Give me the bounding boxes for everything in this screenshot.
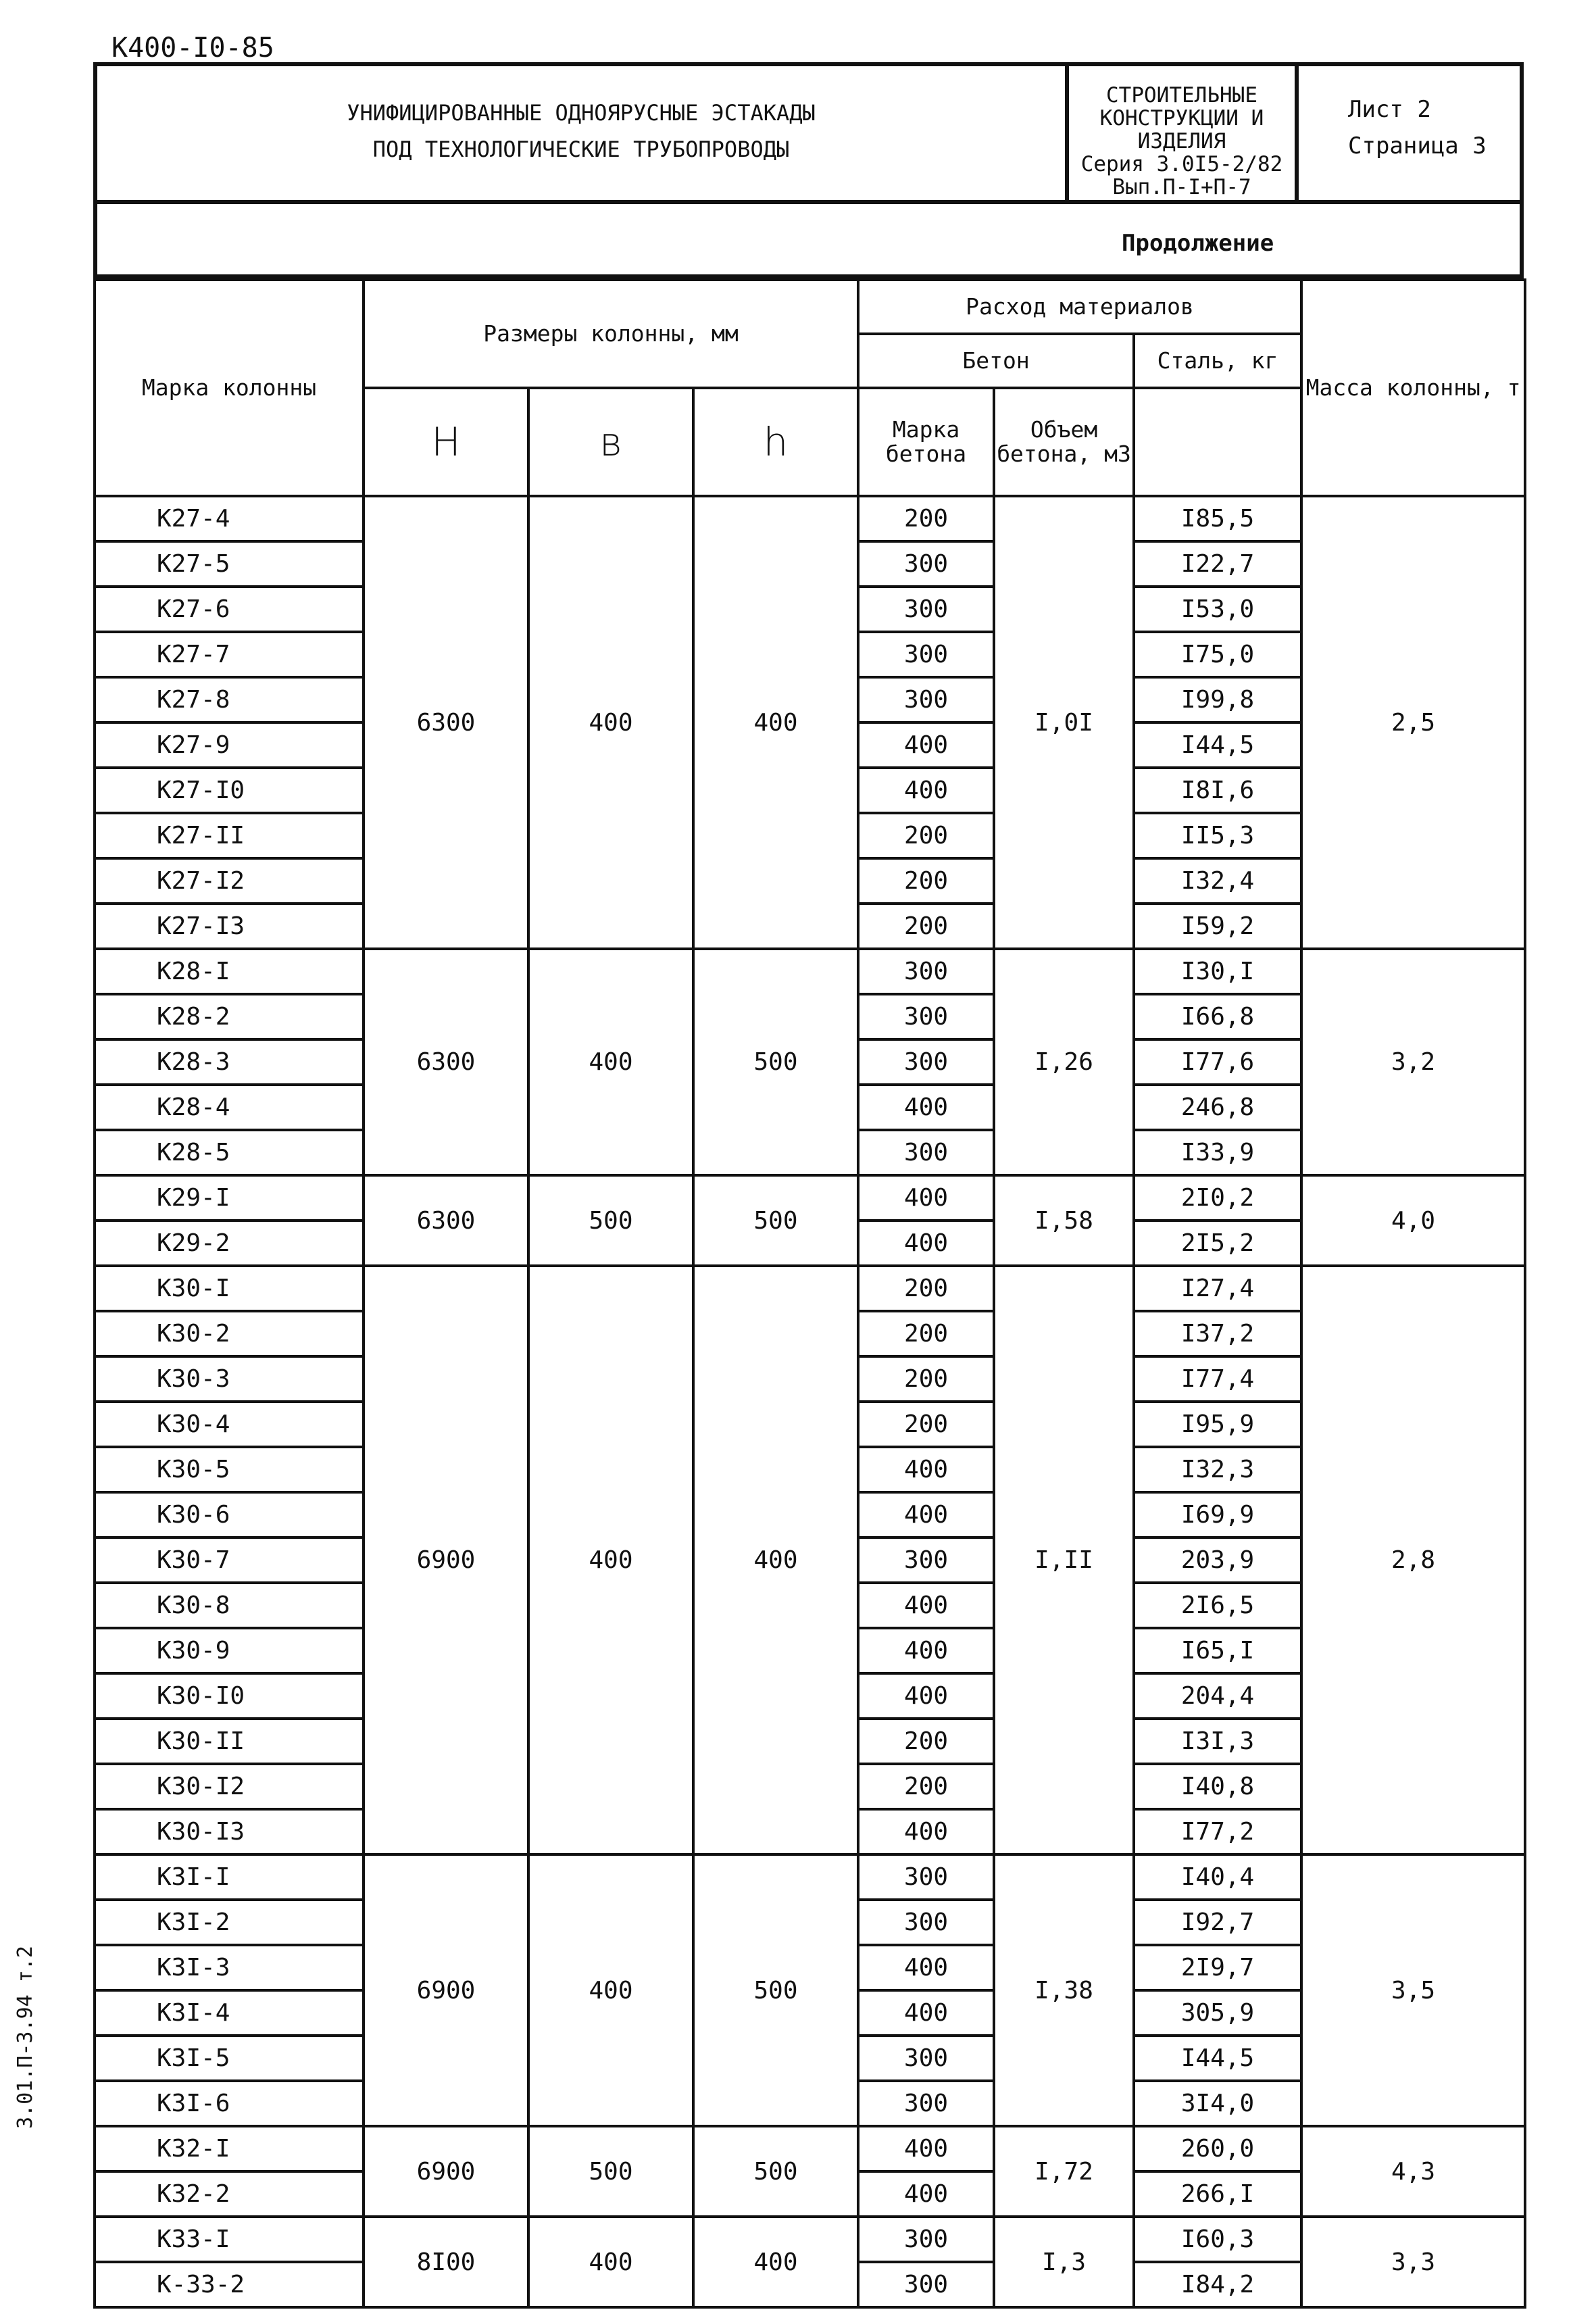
- concrete-volume: I,II: [994, 1266, 1134, 1854]
- concrete-grade: 400: [858, 1447, 994, 1492]
- concrete-grade: 300: [858, 949, 994, 994]
- concrete-grade: 200: [858, 1764, 994, 1809]
- steel-mass: I77,2: [1134, 1809, 1301, 1854]
- column-mark: К27-II: [95, 813, 364, 858]
- column-mass: 4,0: [1301, 1175, 1525, 1266]
- column-mark: К27-4: [95, 496, 364, 541]
- column-mark: К28-4: [95, 1085, 364, 1130]
- height-H: 6300: [364, 496, 528, 949]
- steel-mass: I8I,6: [1134, 768, 1301, 813]
- concrete-grade: 300: [858, 1900, 994, 1945]
- column-mark: К30-I: [95, 1266, 364, 1311]
- column-mark: К30-5: [95, 1447, 364, 1492]
- column-mark: К30-8: [95, 1583, 364, 1628]
- steel-mass: 3I4,0: [1134, 2081, 1301, 2126]
- steel-mass: I33,9: [1134, 1130, 1301, 1175]
- height-H: 8I00: [364, 2217, 528, 2307]
- sheet-info: Лист 2 Страница 3: [1348, 96, 1487, 159]
- header-b: в: [528, 388, 693, 496]
- steel-mass: I60,3: [1134, 2217, 1301, 2262]
- header-dimensions: Размеры колонны, мм: [364, 280, 858, 388]
- steel-mass: I40,4: [1134, 1854, 1301, 1900]
- concrete-grade: 300: [858, 587, 994, 632]
- concrete-grade: 300: [858, 1130, 994, 1175]
- concrete-grade: 400: [858, 1945, 994, 1990]
- steel-mass: I27,4: [1134, 1266, 1301, 1311]
- column-mark: К32-I: [95, 2126, 364, 2171]
- steel-mass: I59,2: [1134, 904, 1301, 949]
- column-mark: К27-5: [95, 541, 364, 587]
- column-mark: К27-I0: [95, 768, 364, 813]
- concrete-grade: 400: [858, 1673, 994, 1719]
- concrete-grade: 200: [858, 1266, 994, 1311]
- steel-mass: I22,7: [1134, 541, 1301, 587]
- column-mark: К3I-2: [95, 1900, 364, 1945]
- steel-mass: 2I0,2: [1134, 1175, 1301, 1221]
- concrete-grade: 300: [858, 541, 994, 587]
- concrete-grade: 200: [858, 1356, 994, 1402]
- concrete-grade: 300: [858, 1537, 994, 1583]
- concrete-grade: 400: [858, 1583, 994, 1628]
- steel-mass: I65,I: [1134, 1628, 1301, 1673]
- concrete-grade: 300: [858, 2081, 994, 2126]
- depth-h: 500: [693, 1175, 858, 1266]
- depth-h: 500: [693, 1854, 858, 2126]
- steel-mass: I84,2: [1134, 2262, 1301, 2307]
- column-mark: К30-II: [95, 1719, 364, 1764]
- continuation-label: Продолжение: [1122, 230, 1274, 257]
- width-b: 400: [528, 1854, 693, 2126]
- side-code: 3.01.П-3.94 т.2: [14, 1946, 37, 2129]
- column-mark: К3I-4: [95, 1990, 364, 2036]
- height-H: 6900: [364, 1854, 528, 2126]
- column-mark: К-33-2: [95, 2262, 364, 2307]
- table-body: [95, 496, 1525, 2307]
- column-mark: К30-2: [95, 1311, 364, 1356]
- column-mass: 2,8: [1301, 1266, 1525, 1854]
- concrete-grade: 200: [858, 904, 994, 949]
- concrete-grade: 400: [858, 1809, 994, 1854]
- concrete-grade: 200: [858, 1719, 994, 1764]
- concrete-volume: I,38: [994, 1854, 1134, 2126]
- header-concrete: Бетон: [858, 334, 1134, 388]
- concrete-volume: I,58: [994, 1175, 1134, 1266]
- steel-mass: 305,9: [1134, 1990, 1301, 2036]
- steel-mass: I30,I: [1134, 949, 1301, 994]
- concrete-grade: 300: [858, 677, 994, 722]
- depth-h: 400: [693, 2217, 858, 2307]
- concrete-grade: 300: [858, 2262, 994, 2307]
- column-mark: К28-5: [95, 1130, 364, 1175]
- concrete-grade: 300: [858, 1039, 994, 1085]
- concrete-grade: 200: [858, 1402, 994, 1447]
- concrete-grade: 400: [858, 1221, 994, 1266]
- steel-mass: I69,9: [1134, 1492, 1301, 1537]
- steel-mass: I32,3: [1134, 1447, 1301, 1492]
- table-row: [95, 496, 1525, 541]
- steel-mass: I85,5: [1134, 496, 1301, 541]
- width-b: 400: [528, 949, 693, 1175]
- column-mark: К30-9: [95, 1628, 364, 1673]
- column-mark: К3I-3: [95, 1945, 364, 1990]
- width-b: 400: [528, 1266, 693, 1854]
- height-H: 6300: [364, 1175, 528, 1266]
- concrete-grade: 400: [858, 1492, 994, 1537]
- column-mark: К3I-6: [95, 2081, 364, 2126]
- series-block: СТРОИТЕЛЬНЫЕ КОНСТРУКЦИИ И ИЗДЕЛИЯ Серия 3.0I5-2/82 Вып.П-I+П-7: [1080, 83, 1283, 199]
- concrete-grade: 200: [858, 496, 994, 541]
- steel-mass: 2I5,2: [1134, 1221, 1301, 1266]
- column-mark: К3I-5: [95, 2036, 364, 2081]
- width-b: 400: [528, 496, 693, 949]
- column-table: [93, 278, 1526, 2309]
- header-steel: Сталь, кг: [1134, 334, 1301, 388]
- table-row: [95, 949, 1525, 994]
- steel-mass: I37,2: [1134, 1311, 1301, 1356]
- steel-mass: 260,0: [1134, 2126, 1301, 2171]
- column-mark: К30-6: [95, 1492, 364, 1537]
- steel-mass: I53,0: [1134, 587, 1301, 632]
- header-steel-empty: [1134, 388, 1301, 496]
- steel-mass: I40,8: [1134, 1764, 1301, 1809]
- column-mark: К27-8: [95, 677, 364, 722]
- header-h-lower: h: [693, 388, 858, 496]
- column-mass: 4,3: [1301, 2126, 1525, 2217]
- width-b: 500: [528, 2126, 693, 2217]
- concrete-grade: 400: [858, 1628, 994, 1673]
- concrete-volume: I,26: [994, 949, 1134, 1175]
- column-mark: К28-I: [95, 949, 364, 994]
- depth-h: 500: [693, 949, 858, 1175]
- steel-mass: I3I,3: [1134, 1719, 1301, 1764]
- width-b: 400: [528, 2217, 693, 2307]
- steel-mass: I66,8: [1134, 994, 1301, 1039]
- depth-h: 400: [693, 496, 858, 949]
- column-mark: К27-6: [95, 587, 364, 632]
- document-title: УНИФИЦИРОВАННЫЕ ОДНОЯРУСНЫЕ ЭСТАКАДЫ ПОД ТЕХНОЛОГИЧЕСКИЕ ТРУБОПРОВОДЫ: [347, 100, 816, 162]
- concrete-grade: 400: [858, 722, 994, 768]
- steel-mass: 2I9,7: [1134, 1945, 1301, 1990]
- concrete-grade: 300: [858, 2036, 994, 2081]
- table-row: [95, 2126, 1525, 2171]
- width-b: 500: [528, 1175, 693, 1266]
- steel-mass: II5,3: [1134, 813, 1301, 858]
- steel-mass: 246,8: [1134, 1085, 1301, 1130]
- document-code: К400-I0-85: [111, 32, 274, 64]
- header-concrete-grade: Марка бетона: [858, 388, 994, 496]
- steel-mass: I44,5: [1134, 722, 1301, 768]
- table-row: [95, 1854, 1525, 1900]
- column-mark: К32-2: [95, 2171, 364, 2217]
- steel-mass: 266,I: [1134, 2171, 1301, 2217]
- column-mass: 2,5: [1301, 496, 1525, 949]
- concrete-grade: 200: [858, 858, 994, 904]
- column-mass: 3,2: [1301, 949, 1525, 1175]
- height-H: 6900: [364, 2126, 528, 2217]
- steel-mass: I99,8: [1134, 677, 1301, 722]
- height-H: 6900: [364, 1266, 528, 1854]
- steel-mass: I32,4: [1134, 858, 1301, 904]
- concrete-grade: 300: [858, 632, 994, 677]
- depth-h: 400: [693, 1266, 858, 1854]
- column-mark: К30-I0: [95, 1673, 364, 1719]
- title-row-line: [93, 200, 1524, 204]
- concrete-volume: I,3: [994, 2217, 1134, 2307]
- steel-mass: I77,6: [1134, 1039, 1301, 1085]
- column-mass: 3,5: [1301, 1854, 1525, 2126]
- header-mark: Марка колонны: [95, 280, 364, 496]
- steel-mass: I95,9: [1134, 1402, 1301, 1447]
- concrete-grade: 400: [858, 1990, 994, 2036]
- steel-mass: I92,7: [1134, 1900, 1301, 1945]
- header-materials: Расход материалов: [858, 280, 1301, 334]
- column-mark: К27-7: [95, 632, 364, 677]
- column-mark: К33-I: [95, 2217, 364, 2262]
- concrete-grade: 400: [858, 1175, 994, 1221]
- concrete-volume: I,0I: [994, 496, 1134, 949]
- column-mark: К28-2: [95, 994, 364, 1039]
- column-mass: 3,3: [1301, 2217, 1525, 2307]
- steel-mass: I44,5: [1134, 2036, 1301, 2081]
- concrete-volume: I,72: [994, 2126, 1134, 2217]
- column-mark: К28-3: [95, 1039, 364, 1085]
- column-mark: К30-7: [95, 1537, 364, 1583]
- column-mark: К27-I3: [95, 904, 364, 949]
- column-mark: К29-2: [95, 1221, 364, 1266]
- column-mark: К30-4: [95, 1402, 364, 1447]
- depth-h: 500: [693, 2126, 858, 2217]
- title-divider-2: [1295, 62, 1299, 202]
- concrete-grade: 400: [858, 768, 994, 813]
- column-mark: К27-9: [95, 722, 364, 768]
- column-mark: К30-3: [95, 1356, 364, 1402]
- steel-mass: 204,4: [1134, 1673, 1301, 1719]
- column-mark: К27-I2: [95, 858, 364, 904]
- concrete-grade: 300: [858, 2217, 994, 2262]
- header-mass: Масса колонны, т: [1301, 280, 1525, 496]
- table-row: [95, 1175, 1525, 1221]
- concrete-grade: 300: [858, 994, 994, 1039]
- concrete-grade: 200: [858, 813, 994, 858]
- concrete-grade: 400: [858, 2126, 994, 2171]
- steel-mass: 2I6,5: [1134, 1583, 1301, 1628]
- column-mark: К30-I2: [95, 1764, 364, 1809]
- steel-mass: 203,9: [1134, 1537, 1301, 1583]
- concrete-grade: 300: [858, 1854, 994, 1900]
- column-mark: К30-I3: [95, 1809, 364, 1854]
- steel-mass: I75,0: [1134, 632, 1301, 677]
- column-mark: К3I-I: [95, 1854, 364, 1900]
- height-H: 6300: [364, 949, 528, 1175]
- concrete-grade: 400: [858, 1085, 994, 1130]
- table-row: [95, 1266, 1525, 1311]
- concrete-grade: 400: [858, 2171, 994, 2217]
- table-row: [95, 2217, 1525, 2262]
- steel-mass: I77,4: [1134, 1356, 1301, 1402]
- column-mark: К29-I: [95, 1175, 364, 1221]
- header-h-upper: H: [364, 388, 528, 496]
- concrete-grade: 200: [858, 1311, 994, 1356]
- header-concrete-volume: Объем бетона, м3: [994, 388, 1134, 496]
